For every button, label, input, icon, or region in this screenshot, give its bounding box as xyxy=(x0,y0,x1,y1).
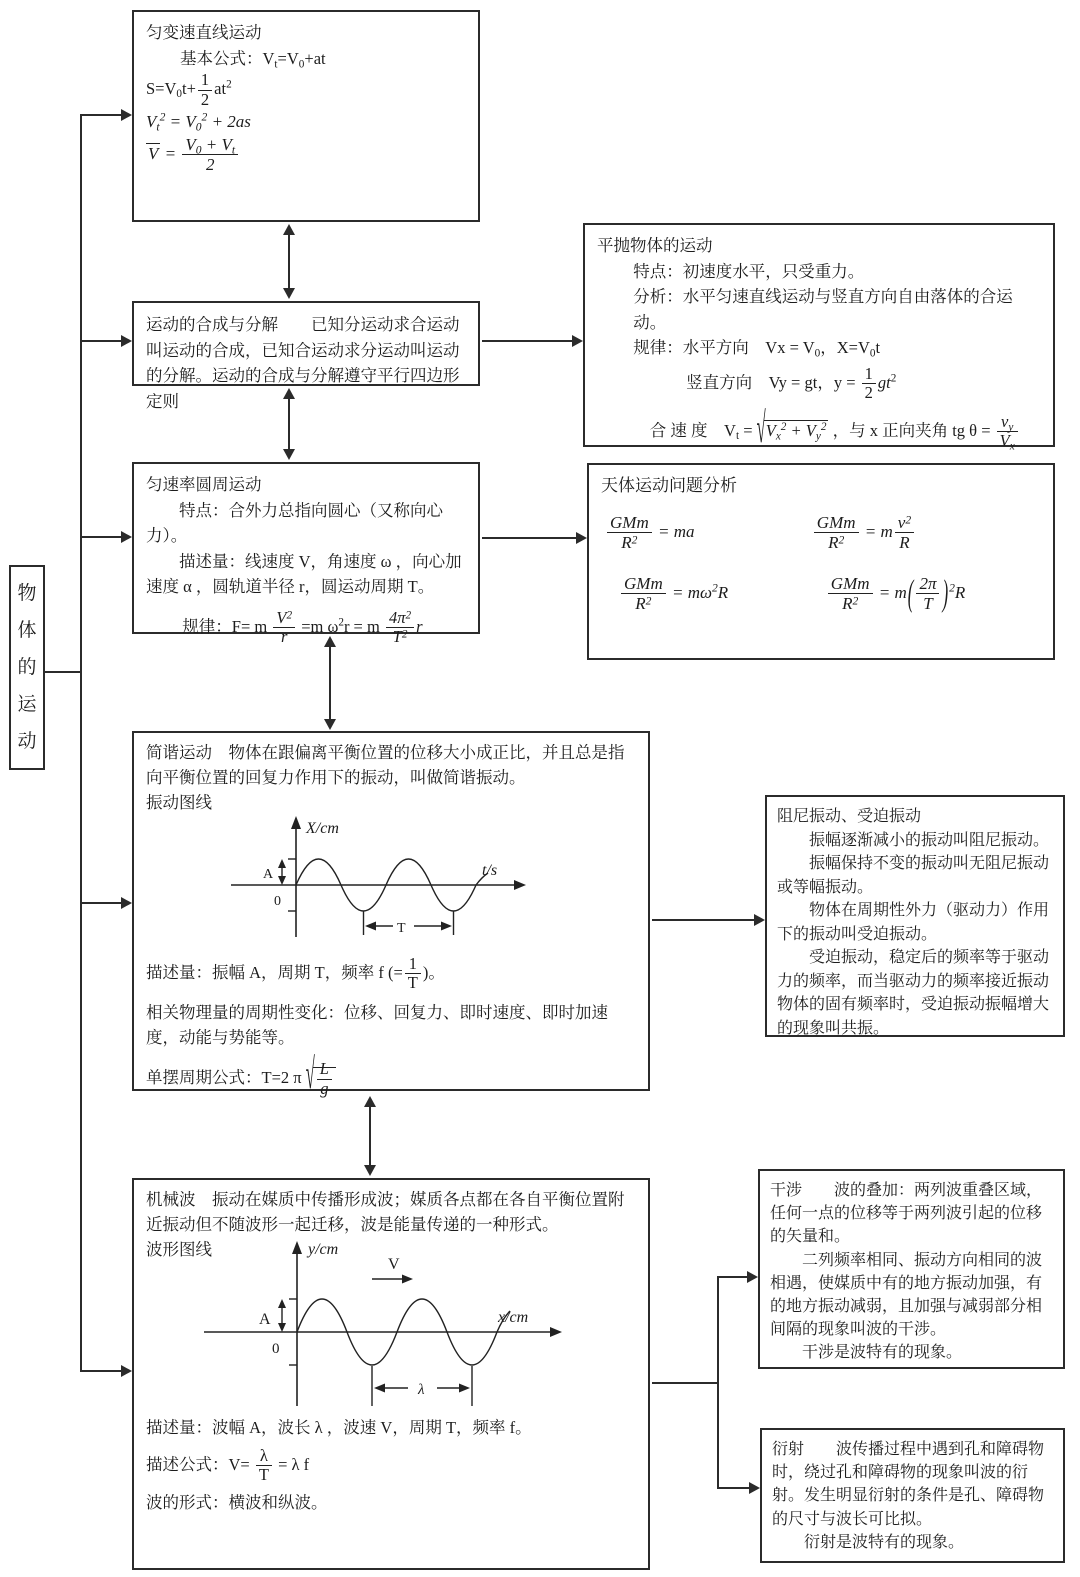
box-motion-composition xyxy=(132,301,480,411)
double-arrow-shm-wave-down xyxy=(364,1165,376,1176)
damped-p4: 受迫振动，稳定后的频率等于驱动力的频率，而当驱动力的频率接近振动物体的固有频率时，受迫振动振幅增大的现象叫共振。 xyxy=(777,949,1050,1037)
shm-xaxis-arrowhead xyxy=(514,880,526,890)
shm-pendulum-formula: 单摆周期公式：T=2 π √ $\frac{L}{g}$ xyxy=(146,1060,636,1098)
diffraction-p1: 衍射 波传播过程中遇到孔和障碍物时，绕过孔和障碍物的现象叫波的衍射。发生明显衍射的条件是孔、障碍物的尺寸与波长可比拟。 xyxy=(772,1441,1045,1528)
shm-yaxis-arrowhead xyxy=(291,816,301,829)
connector-branch-wave xyxy=(80,1370,122,1372)
projectile-feature: 特点：初速度水平，只受重力。 xyxy=(633,261,865,281)
connector-wave-branch-vertical xyxy=(717,1277,719,1488)
connector-trunk xyxy=(80,114,82,1372)
box-interference xyxy=(758,1169,1065,1369)
circular-title: 匀速率圆周运动 xyxy=(146,475,262,494)
shm-quantities: 描述量：振幅 A，周期 T，频率 f (= $\frac{1}{T}$ )。 xyxy=(146,954,445,993)
uniform-formula-velocity-squared: $V_t^2 = V_0^2 + 2as$ xyxy=(146,110,251,134)
wave-graph-velocity-label: V xyxy=(388,1256,400,1274)
arrowhead-branch-wave xyxy=(121,1365,132,1377)
box-diffraction xyxy=(760,1428,1065,1563)
shm-intro: 简谐运动 物体在跟偏离平衡位置的位移大小成正比，并且总是指向平衡位置的回复力作用下的振动，叫做简谐振动。 xyxy=(146,743,625,787)
celestial-formula-3: $\frac{\text{GMm}}{R^2}$ = $m\omega^2R$ xyxy=(601,574,826,613)
box-uniform-circular-motion xyxy=(132,462,480,647)
arrow-wave-to-diffraction-line xyxy=(717,1487,750,1489)
wave-form-graph xyxy=(146,1238,626,1416)
arrow-composition-to-projectile-line xyxy=(482,340,573,342)
wave-intro: 机械波 振动在媒质中传播形成波；媒质各点都在各自平衡位置附近振动但不随波形一起迁移，波是能量传递的一种形式。 xyxy=(146,1190,625,1234)
root-node-motion-of-objects xyxy=(9,565,45,770)
shm-graph-xlabel: t/s xyxy=(482,862,498,880)
box-mechanical-wave xyxy=(132,1178,650,1570)
wave-velocity-arrowhead xyxy=(402,1275,413,1284)
box-uniform-acceleration xyxy=(132,10,480,222)
connector-branch-composition xyxy=(80,340,122,342)
double-arrow-shm-wave-line xyxy=(369,1106,371,1166)
composition-text: 运动的合成与分解 已知分运动求合运动叫运动的合成，已知合运动求分运动叫运动的分解。运动的合成与分解遵守平行四边形定则 xyxy=(146,315,460,411)
double-arrow-circular-shm-line xyxy=(329,646,331,720)
damped-p2: 振幅保持不变的振动叫无阻尼振动或等幅振动。 xyxy=(777,855,1050,896)
arrow-shm-to-damped-line xyxy=(652,919,755,921)
connector-root-to-trunk xyxy=(45,671,81,673)
wave-yaxis-arrowhead xyxy=(292,1241,302,1254)
uniform-formula-basic: 基本公式：$V_t=V_0+at$ xyxy=(180,48,326,70)
arrow-composition-to-projectile-head xyxy=(572,335,583,347)
celestial-row-1 xyxy=(601,513,1041,552)
uniform-formula-displacement: $S=V_0t+$ $\frac{1}{2}$ $at^2$ xyxy=(146,70,232,109)
double-arrow-composition-circular-down xyxy=(283,449,295,460)
wave-graph-xlabel: x/cm xyxy=(498,1309,529,1327)
box-uniform-title: 匀变速直线运动 xyxy=(146,23,262,42)
box-damped-forced-vibration xyxy=(765,795,1065,1037)
circular-law-formula: 规律：F= m $\frac{V^2}{r}$ =m $\omega^2r = m$ $\frac{4\pi^2}{T^2}$ r xyxy=(182,607,423,647)
arrow-circular-to-celestial-head xyxy=(576,532,587,544)
celestial-title: 天体运动问题分析 xyxy=(601,476,737,495)
damped-title: 阻尼振动、受迫振动 xyxy=(777,808,922,825)
arrowhead-branch-circular xyxy=(121,531,132,543)
connector-branch-shm xyxy=(80,902,122,904)
circular-feature: 特点：合外力总指向圆心（又称向心力）。 xyxy=(146,500,443,546)
double-arrow-uniform-composition-line xyxy=(288,234,290,290)
box-celestial-motion-analysis xyxy=(587,463,1055,660)
wave-graph-amplitude-label: A xyxy=(259,1311,271,1329)
connector-branch-circular xyxy=(80,536,122,538)
double-arrow-circular-shm-down xyxy=(324,719,336,730)
wave-graph-origin-label: 0 xyxy=(272,1341,280,1358)
wave-graph-ylabel: y/cm xyxy=(308,1241,339,1259)
shm-vibration-graph xyxy=(146,815,566,947)
arrow-circular-to-celestial-line xyxy=(482,537,577,539)
celestial-formula-1: $\frac{\text{GMm}}{R^2}$ = ma xyxy=(601,513,812,552)
connector-wave-stub xyxy=(652,1382,719,1384)
circular-quantities: 描述量：线速度 V，角速度 ω ，向心加速度 α ，圆轨道半径 r，圆运动周期 T。 xyxy=(146,551,462,597)
damped-p3: 物体在周期性外力（驱动力）作用下的振动叫受迫振动。 xyxy=(777,902,1050,943)
wave-quantities: 描述量：波幅 A，波长 λ ，波速 V，周期 T，频率 f。 xyxy=(146,1418,532,1438)
arrow-wave-to-interference-line xyxy=(717,1276,748,1278)
projectile-analysis: 分析：水平匀速直线运动与竖直方向自由落体的合运动。 xyxy=(633,287,1013,332)
interference-p2: 二列频率相同、振动方向相同的波相遇，使媒质中有的地方振动加强，有的地方振动减弱，且加强与减弱部分相间隔的现象叫波的干涉。 xyxy=(770,1251,1043,1339)
shm-periodic-quantities: 相关物理量的周期性变化：位移、回复力、即时速度、即时加速度，动能与势能等。 xyxy=(146,1002,608,1047)
wave-formula: 描述公式：V= $\frac{\lambda}{T}$ = λ f xyxy=(146,1446,310,1485)
shm-graph-label: 振动图线 xyxy=(146,792,212,812)
arrow-wave-to-diffraction-head xyxy=(749,1482,760,1494)
arrowhead-branch-uniform xyxy=(121,109,132,121)
double-arrow-uniform-composition-down xyxy=(283,288,295,299)
projectile-title: 平抛物体的运动 xyxy=(597,236,713,255)
celestial-formula-2: $\frac{\text{GMm}}{R^2}$ = m $\frac{v^2}{R}$ xyxy=(812,513,1041,552)
shm-graph-origin-label: 0 xyxy=(274,894,281,910)
celestial-row-2 xyxy=(601,571,1041,614)
root-node-label: 物体的运动 xyxy=(17,582,37,753)
connector-branch-uniform xyxy=(80,114,122,116)
projectile-resultant-velocity: 合 速 度 $V_t = √V_x^2 + V_y^2$ ，与 x 正向夹角 tg θ = $\frac{v_y}{V_x}$ xyxy=(597,413,1041,451)
damped-p1: 振幅逐渐减小的振动叫阻尼振动。 xyxy=(809,831,1050,849)
arrowhead-branch-composition xyxy=(121,335,132,347)
wave-xaxis-arrowhead xyxy=(550,1327,562,1337)
diffraction-p2: 衍射是波特有的现象。 xyxy=(804,1533,965,1551)
projectile-law-vertical: 竖直方向 Vy = gt，y = $\frac{1}{2}$ $gt^2$ xyxy=(686,363,897,403)
interference-p3: 干涉是波特有的现象。 xyxy=(802,1344,963,1362)
shm-graph-ylabel: X/cm xyxy=(306,820,339,838)
projectile-law-horizontal: 规律：水平方向 $Vx = V_0$，$X=V_0t$ xyxy=(633,338,881,360)
box-simple-harmonic-motion xyxy=(132,731,650,1099)
wave-graph-wavelength-label: λ xyxy=(418,1382,425,1399)
uniform-formula-average-velocity: V = $\frac{V_0 + V_t}{2}$ xyxy=(146,135,466,174)
interference-p1: 干涉 波的叠加：两列波重叠区域，任何一点的位移等于两列波引起的位移的矢量和。 xyxy=(770,1182,1043,1246)
wave-graph-label: 波形图线 xyxy=(146,1239,212,1259)
celestial-formula-4: $\frac{\text{GMm}}{R^2}$ = m( $\frac{2\pi}{T}$ )$^2$R xyxy=(826,574,1041,613)
wave-forms: 波的形式：横波和纵波。 xyxy=(146,1492,328,1512)
shm-graph-amplitude-label: A xyxy=(263,867,274,883)
box-projectile-motion xyxy=(583,223,1055,453)
arrow-shm-to-damped-head xyxy=(754,914,765,926)
shm-graph-period-label: T xyxy=(397,921,406,937)
arrow-wave-to-interference-head xyxy=(747,1271,758,1283)
arrowhead-branch-shm xyxy=(121,897,132,909)
